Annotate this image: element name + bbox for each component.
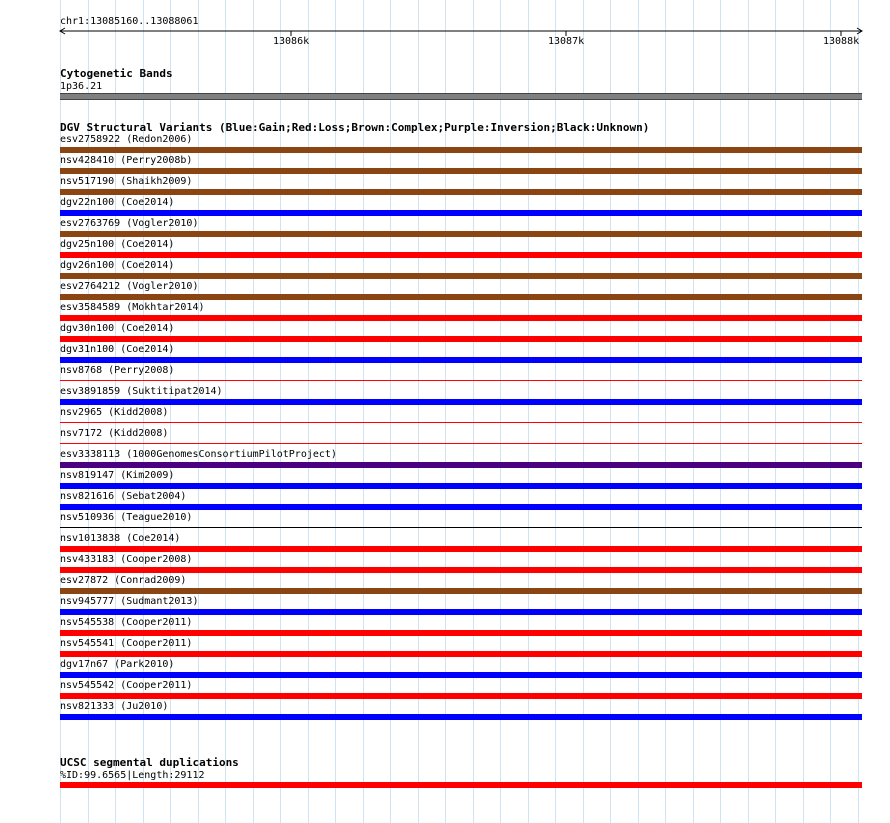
dgv-feature-label: nsv821616 (Sebat2004) <box>60 491 187 502</box>
ruler-axis <box>0 0 890 60</box>
dgv-feature-label: esv2763769 (Vogler2010) <box>60 218 199 229</box>
ruler-tick-label: 13088k <box>823 36 860 47</box>
dgv-feature-label: dgv25n100 (Coe2014) <box>60 239 175 250</box>
dgv-feature-label: nsv2965 (Kidd2008) <box>60 407 169 418</box>
dgv-feature-bar[interactable] <box>60 672 862 678</box>
dgv-feature-label: nsv545541 (Cooper2011) <box>60 638 193 649</box>
grid-line <box>720 0 721 823</box>
dgv-feature-bar[interactable] <box>60 443 862 444</box>
dgv-feature-label: esv27872 (Conrad2009) <box>60 575 187 586</box>
cytoband-label: 1p36.21 <box>60 81 103 92</box>
dgv-feature-bar[interactable] <box>60 588 862 594</box>
dgv-feature-bar[interactable] <box>60 714 862 720</box>
dgv-feature-bar[interactable] <box>60 630 862 636</box>
dgv-feature-bar[interactable] <box>60 315 862 321</box>
dgv-feature-bar[interactable] <box>60 527 862 528</box>
dgv-feature-bar[interactable] <box>60 294 862 300</box>
dgv-feature-label: esv2764212 (Vogler2010) <box>60 281 199 292</box>
dgv-feature-label: dgv22n100 (Coe2014) <box>60 197 175 208</box>
dgv-feature-bar[interactable] <box>60 252 862 258</box>
dgv-feature-label: nsv8768 (Perry2008) <box>60 365 175 376</box>
dgv-feature-label: esv2758922 (Redon2006) <box>60 134 193 145</box>
dgv-feature-bar[interactable] <box>60 380 862 381</box>
dgv-feature-bar[interactable] <box>60 336 862 342</box>
dgv-feature-label: dgv31n100 (Coe2014) <box>60 344 175 355</box>
dgv-feature-label: nsv545538 (Cooper2011) <box>60 617 193 628</box>
dgv-feature-bar[interactable] <box>60 189 862 195</box>
dgv-feature-label: dgv26n100 (Coe2014) <box>60 260 175 271</box>
grid-line <box>775 0 776 823</box>
dgv-feature-bar[interactable] <box>60 462 862 468</box>
dgv-feature-bar[interactable] <box>60 483 862 489</box>
dgv-feature-label: nsv517190 (Shaikh2009) <box>60 176 193 187</box>
dgv-feature-bar[interactable] <box>60 422 862 423</box>
dgv-feature-label: nsv945777 (Sudmant2013) <box>60 596 199 607</box>
dgv-feature-label: nsv510936 (Teague2010) <box>60 512 193 523</box>
dgv-feature-bar[interactable] <box>60 546 862 552</box>
cytoband-bar[interactable] <box>60 93 862 100</box>
ruler-tick-label: 13087k <box>548 36 585 47</box>
dgv-feature-label: nsv433183 (Cooper2008) <box>60 554 193 565</box>
segdup-feature-label: %ID:99.6565|Length:29112 <box>60 770 205 781</box>
dgv-feature-bar[interactable] <box>60 210 862 216</box>
dgv-feature-bar[interactable] <box>60 567 862 573</box>
grid-line <box>693 0 694 823</box>
grid-line <box>830 0 831 823</box>
dgv-feature-bar[interactable] <box>60 273 862 279</box>
dgv-feature-bar[interactable] <box>60 693 862 699</box>
dgv-feature-label: nsv7172 (Kidd2008) <box>60 428 169 439</box>
dgv-feature-label: esv3338113 (1000GenomesConsortiumPilotProject) <box>60 449 337 460</box>
dgv-track-title[interactable]: DGV Structural Variants (Blue:Gain;Red:Loss;Brown:Complex;Purple:Inversion;Black:Unknown) <box>60 121 650 134</box>
grid-line <box>748 0 749 823</box>
dgv-feature-label: dgv17n67 (Park2010) <box>60 659 175 670</box>
coordinate-label: chr1:13085160..13088061 <box>60 16 199 27</box>
dgv-feature-label: nsv1013838 (Coe2014) <box>60 533 181 544</box>
dgv-feature-bar[interactable] <box>60 357 862 363</box>
dgv-feature-label: nsv819147 (Kim2009) <box>60 470 175 481</box>
dgv-feature-bar[interactable] <box>60 504 862 510</box>
segdup-feature-bar[interactable] <box>60 782 862 788</box>
dgv-feature-label: dgv30n100 (Coe2014) <box>60 323 175 334</box>
grid-line <box>665 0 666 823</box>
dgv-feature-bar[interactable] <box>60 609 862 615</box>
dgv-feature-bar[interactable] <box>60 147 862 153</box>
dgv-feature-label: nsv545542 (Cooper2011) <box>60 680 193 691</box>
dgv-feature-bar[interactable] <box>60 168 862 174</box>
dgv-feature-label: esv3584589 (Mokhtar2014) <box>60 302 205 313</box>
grid-line <box>803 0 804 823</box>
cytoband-track-title[interactable]: Cytogenetic Bands <box>60 67 173 80</box>
dgv-feature-label: nsv428410 (Perry2008b) <box>60 155 193 166</box>
dgv-feature-bar[interactable] <box>60 231 862 237</box>
grid-line <box>858 0 859 823</box>
dgv-feature-bar[interactable] <box>60 651 862 657</box>
segdup-track-title[interactable]: UCSC segmental duplications <box>60 756 239 769</box>
dgv-feature-label: nsv821333 (Ju2010) <box>60 701 169 712</box>
ruler-tick-label: 13086k <box>273 36 310 47</box>
dgv-feature-bar[interactable] <box>60 399 862 405</box>
dgv-feature-label: esv3891859 (Suktitipat2014) <box>60 386 223 397</box>
